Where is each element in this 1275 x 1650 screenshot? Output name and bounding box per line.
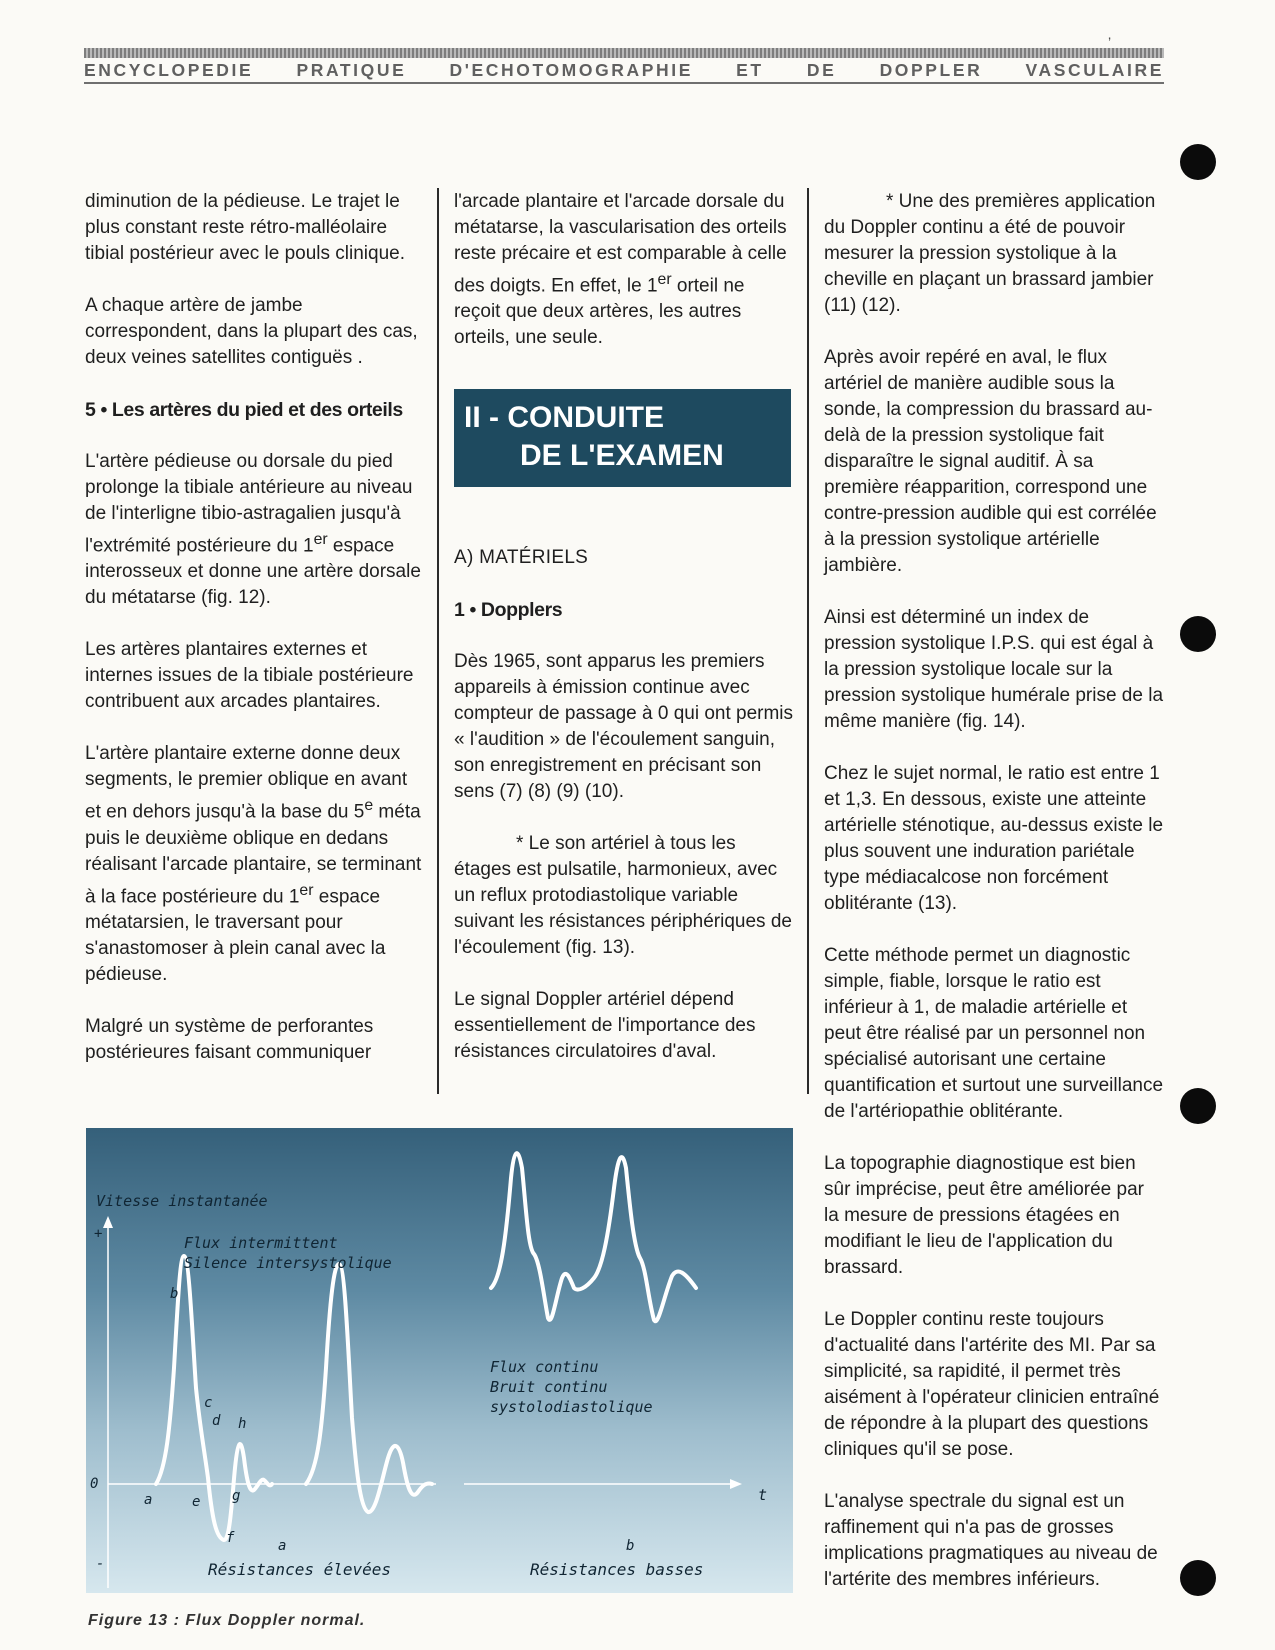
left-caption: Résistances élevées [208,1560,392,1579]
subsection-label: A) MATÉRIELS [454,547,589,569]
time-axis-arrow-icon [730,1479,742,1489]
right-title-1: Flux continu [490,1358,599,1376]
paragraph: diminution de la pédieuse. Le trajet le plus constant reste rétro-malléolaire tibial postérieur avec le pouls clinique. [85,191,406,264]
panel-label-b: b [626,1538,635,1554]
left-title-1: Flux intermittent [184,1234,338,1252]
paragraph: Les artères plantaires externes et internes issues de la tibiale postérieure contribuent aux arcades plantaires. [85,639,414,713]
paragraph: * Le son artériel à tous les étages est pulsatile, harmonieux, avec un reflux protodiastolique variable suivant les résistances périphériques de l'écoulement (fig. 13). [454,833,792,959]
paragraph: L'artère pédieuse ou dorsale du pied prolonge la tibiale antérieure au niveau de l'interligne tibio-astragalien jusqu'à l'extrémité postérieure du 1er espace interosseux et donne une artère dorsale du métatarse (fig. 12). [85,451,421,609]
paragraph: Cette méthode permet un diagnostic simple, fiable, lorsque le ratio est inférieur à 1, de maladie artérielle et peut être réalisé par un personnel non spécialisé autorisant une certaine quantification et surtout une surveillance de l'artériopathie oblitérante. [824,945,1164,1122]
paragraph: Ainsi est déterminé un index de pression systolique I.P.S. qui est égal à la pression systolique locale sur la pression systolique humérale prise de la même manière (fig. 14). [824,607,1164,732]
paragraph: La topographie diagnostique est bien sûr imprécise, peut être améliorée par la mesure de pressions étagées en modifiant le lieu de l'application du brassard. [824,1153,1144,1278]
point-g: g [232,1488,241,1504]
paragraph: A chaque artère de jambe correspondent, dans la plupart des cas, deux veines satellites contiguës . [85,295,418,368]
running-header: ENCYCLOPEDIE PRATIQUE D'ECHOTOMOGRAPHIE ET DE DOPPLER VASCULAIRE [84,60,1164,80]
binder-hole-1 [1180,144,1216,180]
right-caption: Résistances basses [530,1560,704,1579]
paragraph: Après avoir repéré en aval, le flux artériel de manière audible sous la sonde, la compression du brassard au-delà de la pression systolique fait disparaître le signal auditif. À sa première réapparition, correspond une contre-pression audible qui est corrélée à la pression systolique artérielle jambière. [824,347,1157,576]
paragraph: L'artère plantaire externe donne deux segments, le premier oblique en avant et en dehors jusqu'à la base du 5e méta puis le deuxième oblique en dedans réalisant l'arcade plantaire, se terminant à la face postérieure du 1er espace métatarsien, le traversant pour s'anastomoser à plein canal avec la pédieuse. [85,743,422,985]
waveform-low-resistance [491,1153,696,1321]
figure-13-doppler-flux [86,1128,793,1593]
section-heading: 5 • Les artères du pied et des orteils [85,399,403,421]
y-axis-label: Vitesse instantanée [96,1192,268,1210]
point-h: h [238,1416,247,1432]
right-title-2: Bruit continu [490,1378,608,1396]
binder-hole-2 [1180,616,1216,652]
paragraph: l'arcade plantaire et l'arcade dorsale du métatarse, la vascularisation des orteils reste précaire et est comparable à celle des doigts. En effet, le 1er orteil ne reçoit que deux artères, les autres orteils, une seule. [454,191,787,349]
paragraph: L'analyse spectrale du signal est un raffinement qui n'a pas de grosses implications pragmatiques au niveau de l'artérite des membres inférieurs. [824,1491,1158,1590]
y-axis-arrow-icon [103,1216,113,1228]
column-rule-right [807,188,809,1094]
paragraph: Dès 1965, sont apparus les premiers appareils à émission continue avec compteur de passage à 0 qui ont permis « l'audition » de l'écoulement sanguin, son enregistrement en précisant son sens (7) (8) (9) (10). [454,651,794,803]
section-title-line: DE L'EXAMEN [520,439,724,473]
column-left [85,189,423,1092]
binder-hole-3 [1180,1088,1216,1124]
column-rule-left [437,188,439,1094]
column-right [824,189,1164,1619]
left-title-2: Silence intersystolique [184,1254,392,1272]
point-c: c [204,1395,213,1411]
point-d: d [212,1413,221,1429]
header-hatched-bar [84,48,1164,58]
section-title-line: II - CONDUITE [464,401,664,435]
column-middle [454,189,795,1091]
binder-hole-4 [1180,1560,1216,1596]
point-a: a [144,1492,153,1508]
paragraph: Chez le sujet normal, le ratio est entre 1 et 1,3. En dessous, existe une atteinte artérielle sténotique, au-dessus existe le plus souvent une induration pariétale type médiacalcose non forcément oblitérante (13). [824,763,1164,914]
doppler-waveform-diagram [86,1128,793,1593]
right-title-3: systolodiastolique [490,1398,653,1416]
plus-sign: + [94,1226,103,1242]
zero-label: 0 [90,1476,99,1492]
waveform-high-resistance-2 [306,1264,432,1512]
figure-caption: Figure 13 : Flux Doppler normal. [88,1612,366,1629]
panel-label-a: a [278,1538,287,1554]
minus-sign: - [96,1556,105,1572]
section-heading: 1 • Dopplers [454,599,563,622]
section-title-box [454,389,791,487]
header-tick-mark: ’ [1108,34,1112,50]
point-e: e [192,1494,201,1510]
paragraph: * Une des premières application du Doppler continu a été de pouvoir mesurer la pression systolique à la cheville en plaçant un brassard jambier (11) (12). [824,191,1156,316]
header-rule [84,82,1164,84]
paragraph: Le Doppler continu reste toujours d'actualité dans l'artérite des MI. Par sa simplicité, sa rapidité, il permet très aisément à l'opérateur clinicien entraîné de répondre à la plupart des questions cliniques qu'il se pose. [824,1309,1160,1460]
point-f: f [226,1530,235,1546]
point-b: b [170,1286,179,1302]
paragraph: Le signal Doppler artériel dépend essentiellement de l'importance des résistances circulatoires d'aval. [454,989,756,1063]
paragraph: Malgré un système de perforantes postérieures faisant communiquer [85,1015,374,1063]
time-label: t [758,1486,768,1504]
